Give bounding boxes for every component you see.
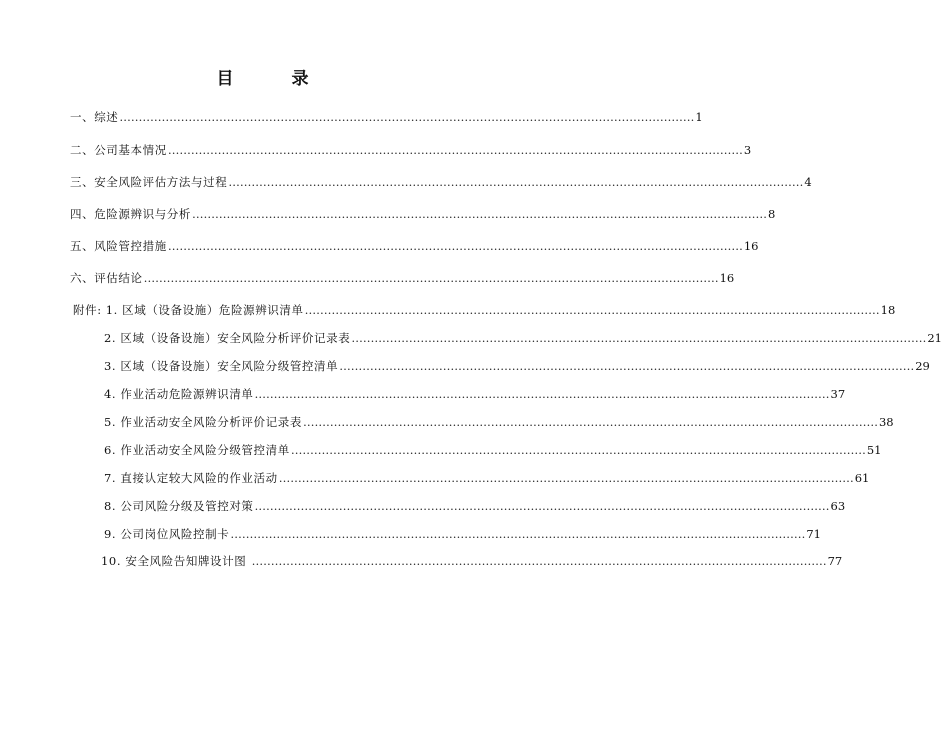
- toc-entry-label: 一、综述: [70, 110, 119, 124]
- toc-entry-label: 三、安全风险评估方法与过程: [70, 175, 228, 189]
- toc-leader-dots: ……………………………………………………………………………………………………………………………………: [304, 303, 880, 317]
- toc-entry[interactable]: [70, 142, 752, 158]
- toc-attachment-entry[interactable]: [73, 302, 896, 318]
- toc-entry-label: 五、风险管控措施: [70, 239, 167, 253]
- toc-entry-label: 4. 作业活动危险源辨识清单: [104, 387, 254, 401]
- toc-entry[interactable]: [70, 206, 776, 222]
- toc-leader-dots: ……………………………………………………………………………………………………………………………………: [167, 143, 743, 157]
- toc-leader-dots: ……………………………………………………………………………………………………………………………………: [228, 175, 804, 189]
- toc-entry-label: 5. 作业活动安全风险分析评价记录表: [104, 415, 302, 429]
- toc-attachment-entry[interactable]: [104, 470, 870, 486]
- toc-leader-dots: ……………………………………………………………………………………………………………………………………: [254, 499, 830, 513]
- toc-entry-label: 8. 公司风险分级及管控对策: [104, 499, 254, 513]
- toc-entry-label: 10. 安全风险告知牌设计图: [101, 554, 251, 568]
- toc-leader-dots: ……………………………………………………………………………………………………………………………………: [167, 239, 743, 253]
- toc-attachment-entry[interactable]: [104, 386, 846, 402]
- toc-entry-page: 37: [830, 387, 846, 401]
- toc-entry-label: 7. 直接认定较大风险的作业活动: [104, 471, 278, 485]
- toc-leader-dots: ……………………………………………………………………………………………………………………………………: [351, 331, 927, 345]
- toc-entry-page: 51: [866, 443, 882, 457]
- toc-leader-dots: ……………………………………………………………………………………………………………………………………: [302, 415, 878, 429]
- toc-entry-page: 1: [695, 110, 703, 124]
- toc-entry[interactable]: [70, 270, 735, 286]
- toc-leader-dots: ……………………………………………………………………………………………………………………………………: [143, 271, 719, 285]
- toc-entry-page: 71: [806, 527, 821, 541]
- toc-entry-label: 6. 作业活动安全风险分级管控清单: [104, 443, 290, 457]
- toc-entry-page: 3: [743, 143, 752, 157]
- toc-entry-page: 4: [804, 175, 812, 189]
- toc-entry-label: 3. 区域（设备设施）安全风险分级管控清单: [104, 359, 339, 373]
- toc-entry-page: 61: [854, 471, 870, 485]
- toc-title: 目 录: [216, 69, 335, 89]
- toc-entry[interactable]: [70, 238, 759, 254]
- toc-attachment-entry[interactable]: [104, 330, 942, 346]
- toc-entry-page: 21: [927, 331, 942, 345]
- toc-entry-page: 18: [880, 303, 896, 317]
- toc-attachment-entry[interactable]: [101, 553, 843, 569]
- toc-attachment-entry[interactable]: [104, 414, 894, 430]
- toc-attachment-entry[interactable]: [104, 358, 930, 374]
- toc-attachment-entry[interactable]: [104, 498, 846, 514]
- attachments-prefix: 附件:: [73, 303, 102, 317]
- toc-entry-page: 29: [915, 359, 930, 373]
- toc-entry-page: 16: [719, 271, 735, 285]
- toc-leader-dots: ……………………………………………………………………………………………………………………………………: [192, 207, 767, 221]
- toc-entry-page: 77: [827, 554, 843, 568]
- toc-leader-dots: ……………………………………………………………………………………………………………………………………: [254, 387, 830, 401]
- toc-leader-dots: ……………………………………………………………………………………………………………………………………: [290, 443, 866, 457]
- toc-entry[interactable]: [70, 174, 812, 190]
- toc-leader-dots: ……………………………………………………………………………………………………………………………………: [251, 554, 827, 568]
- toc-attachment-entry[interactable]: [104, 442, 882, 458]
- toc-entry-label: 二、公司基本情况: [70, 143, 167, 157]
- toc-leader-dots: ……………………………………………………………………………………………………………………………………: [278, 471, 854, 485]
- toc-entry[interactable]: [70, 109, 703, 125]
- toc-leader-dots: ……………………………………………………………………………………………………………………………………: [119, 110, 695, 124]
- toc-entry-label: 2. 区域（设备设施）安全风险分析评价记录表: [104, 331, 351, 345]
- toc-leader-dots: ……………………………………………………………………………………………………………………………………: [230, 527, 806, 541]
- toc-entry-label: 六、评估结论: [70, 271, 143, 285]
- toc-entry-label: 1. 区域（设备设施）危险源辨识清单: [105, 303, 304, 317]
- toc-leader-dots: ……………………………………………………………………………………………………………………………………: [339, 359, 915, 373]
- toc-entry-label: 9. 公司岗位风险控制卡: [104, 527, 230, 541]
- toc-entry-page: 38: [878, 415, 894, 429]
- toc-entry-page: 63: [830, 499, 846, 513]
- toc-entry-label: 四、危险源辨识与分析: [70, 207, 191, 221]
- toc-entry-page: 8: [768, 207, 776, 221]
- toc-entry-page: 16: [743, 239, 759, 253]
- toc-attachment-entry[interactable]: [104, 526, 821, 542]
